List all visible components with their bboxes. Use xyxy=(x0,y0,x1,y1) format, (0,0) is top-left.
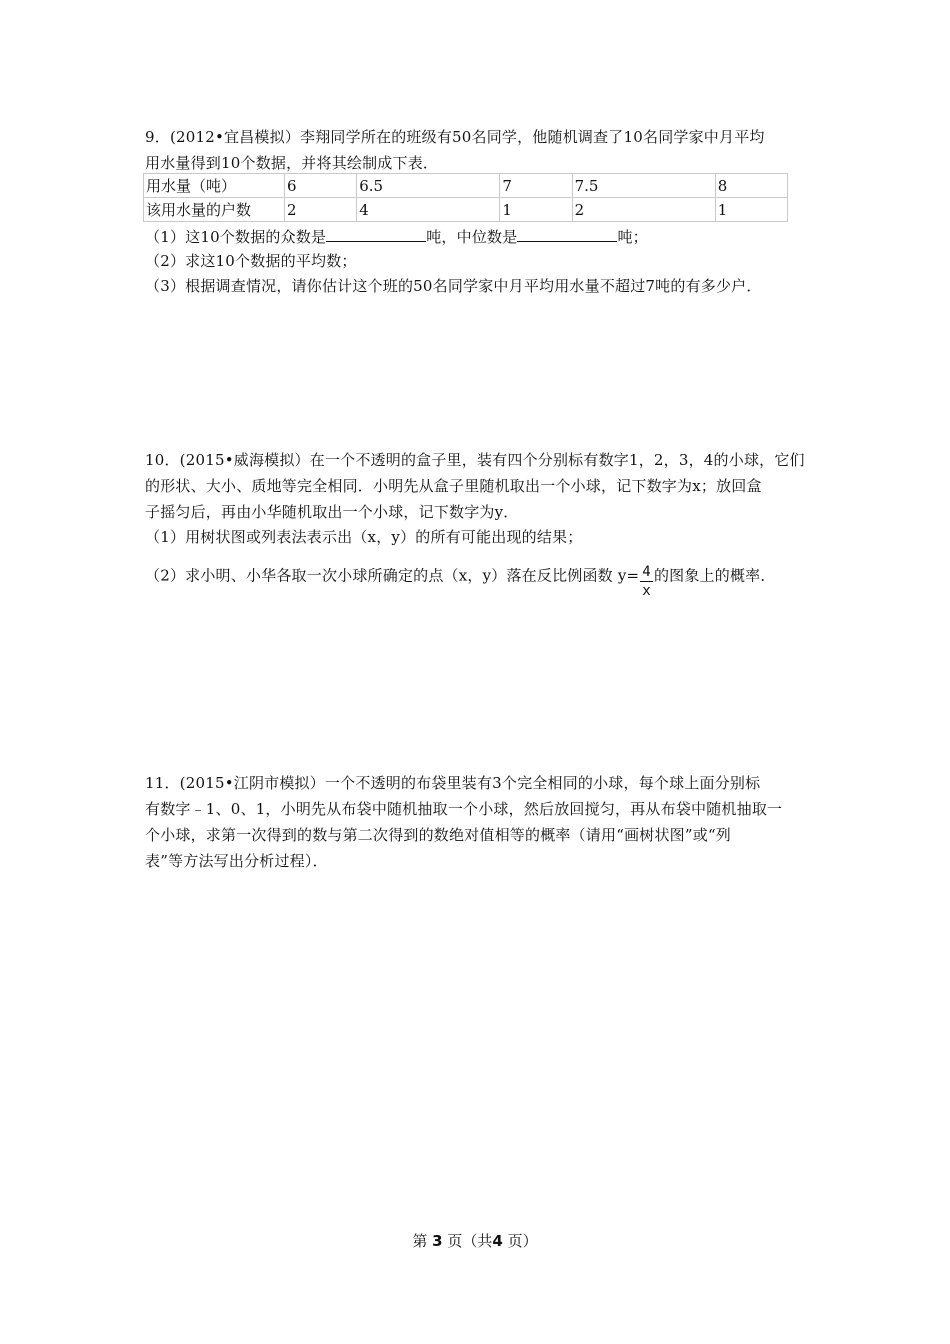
q9-sub-1-text-b: 吨，中位数是 xyxy=(426,228,518,246)
q9-sub-1-text-c: 吨； xyxy=(617,228,648,246)
table-cell: 1 xyxy=(715,198,787,222)
q10-sub-1: （1）用树状图或列表法表示出（x，y）的所有可能出现的结果； xyxy=(145,528,583,546)
q9-sub-1-text-a: （1）这10个数据的众数是 xyxy=(145,228,327,246)
q10-sub-2-text-a: （2）求小明、小华各取一次小球所确定的点（x，y）落在反比例函数 y= xyxy=(145,566,640,585)
table-cell: 8 xyxy=(715,174,787,198)
table-row xyxy=(144,174,788,198)
table-cell: 1 xyxy=(500,198,572,222)
table-cell: 6.5 xyxy=(357,174,500,198)
q10-line-1: 10．(2015•威海模拟）在一个不透明的盒子里，装有四个分别标有数字1，2，3，4的小球，它们 xyxy=(145,451,805,469)
fraction-denominator: x xyxy=(642,583,651,599)
answer-blank xyxy=(517,226,617,242)
answer-blank xyxy=(326,226,426,242)
water-usage-table xyxy=(143,173,788,222)
table-cell: 7 xyxy=(500,174,572,198)
footer-middle: 页（共 xyxy=(447,1232,493,1250)
q10-line-2: 的形状、大小、质地等完全相同．小明先从盒子里随机取出一个小球，记下数字为x；放回盒 xyxy=(145,477,762,495)
q9-sub-2: （2）求这10个数据的平均数； xyxy=(145,252,357,270)
q9-line-1: 9．(2012•宜昌模拟）李翔同学所在的班级有50名同学，他随机调查了10名同学家中月平均 xyxy=(145,128,765,146)
q10-sub-2 xyxy=(145,558,776,599)
q11-line-4: 表”等方法写出分析过程）． xyxy=(145,852,328,870)
footer-prefix: 第 xyxy=(412,1232,428,1250)
q9-sub-1 xyxy=(145,226,648,247)
table-cell: 该用水量的户数 xyxy=(144,198,285,222)
q11-line-2: 有数字﹣1、0、1，小明先从布袋中随机抽取一个小球，然后放回搅匀，再从布袋中随机抽取一 xyxy=(145,800,783,818)
table-cell: 6 xyxy=(285,174,357,198)
q11-line-1: 11．(2015•江阴市模拟）一个不透明的布袋里装有3个完全相同的小球，每个球上面分别标 xyxy=(145,774,761,792)
fraction-numerator: 4 xyxy=(642,564,651,580)
footer-suffix: 页） xyxy=(507,1232,538,1250)
q10-sub-2-text-b: 的图象上的概率． xyxy=(653,566,776,585)
fraction-4-over-x xyxy=(640,563,653,600)
current-page-number: 3 xyxy=(432,1232,443,1250)
q9-sub-3: （3）根据调查情况，请你估计这个班的50名同学家中月平均用水量不超过7吨的有多少户． xyxy=(145,277,762,295)
table-cell: 2 xyxy=(285,198,357,222)
table-row xyxy=(144,198,788,222)
table-cell: 用水量（吨） xyxy=(144,174,285,198)
total-pages-number: 4 xyxy=(492,1232,503,1250)
table-cell: 7.5 xyxy=(572,174,715,198)
table-cell: 2 xyxy=(572,198,715,222)
q9-line-2: 用水量得到10个数据，并将其绘制成下表． xyxy=(145,154,439,172)
q11-line-3: 个小球，求第一次得到的数与第二次得到的数绝对值相等的概率（请用“画树状图”或“列 xyxy=(145,826,732,844)
q10-line-3: 子摇匀后，再由小华随机取出一个小球，记下数字为y． xyxy=(145,503,519,521)
table-cell: 4 xyxy=(357,198,500,222)
page-footer xyxy=(0,1230,950,1251)
